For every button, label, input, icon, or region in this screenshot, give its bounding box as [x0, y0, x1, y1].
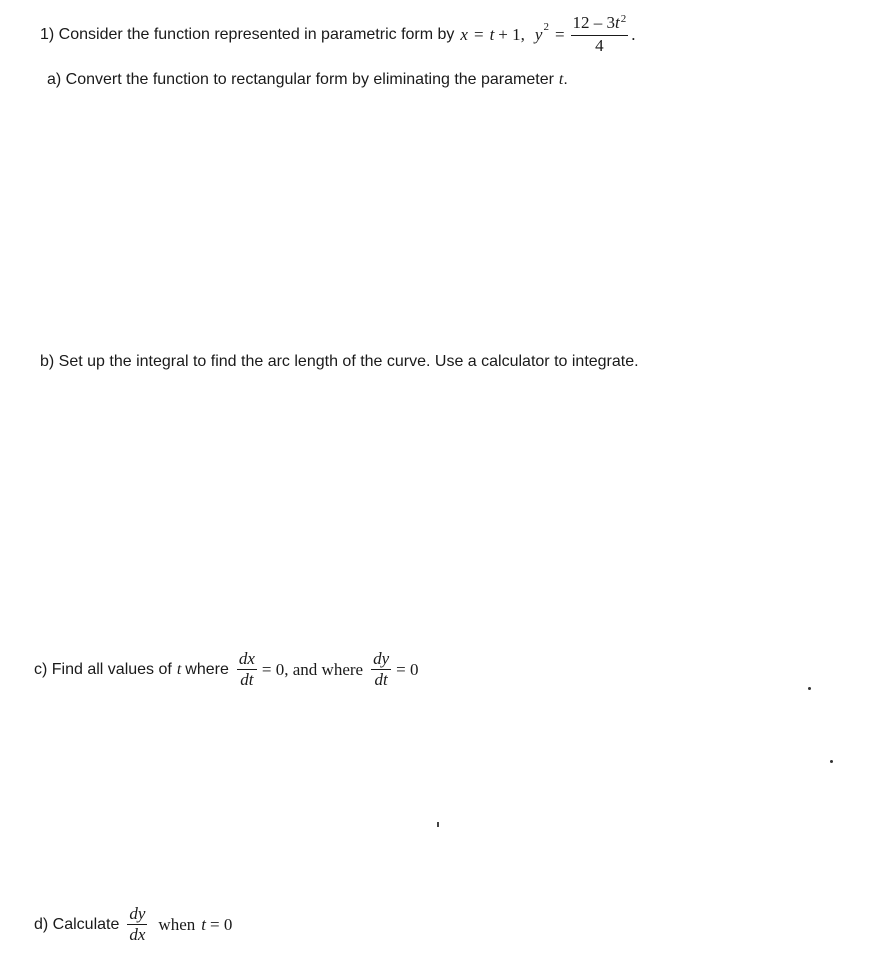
- part-d-cond-rest: = 0: [209, 914, 233, 934]
- eq-y-lhs: y: [534, 24, 543, 44]
- eq-equals-2: =: [554, 24, 565, 44]
- part-d-cond-var: t: [201, 914, 206, 934]
- part-d-prompt: [34, 905, 232, 944]
- part-b-text: b) Set up the integral to find the arc length of the curve. Use a calculator to integrate.: [40, 353, 639, 370]
- question-1-intro: 1) Consider the function represented in parametric form by: [40, 25, 455, 43]
- eq-fraction: [571, 14, 629, 55]
- part-d-frac-den: dx: [129, 925, 146, 944]
- eq-fraction-numerator: [571, 14, 629, 36]
- eq-equals-1: =: [473, 24, 484, 44]
- part-c-fraction-dxdt: [237, 650, 257, 689]
- eq-y-exponent: 2: [543, 20, 549, 33]
- part-c-frac1-num: dx: [238, 649, 255, 668]
- part-c-eq-1: = 0, and where: [261, 659, 364, 679]
- part-a-var: t: [558, 71, 564, 88]
- part-c-prefix: c) Find all values of: [34, 660, 172, 678]
- part-d-prefix: d) Calculate: [34, 915, 120, 933]
- part-a-end: .: [563, 71, 568, 88]
- part-a-prompt: [47, 70, 568, 90]
- part-d-frac-num: dy: [129, 904, 146, 923]
- scan-speck: [830, 760, 833, 763]
- eq-x-rhs-rest: + 1,: [498, 24, 525, 44]
- part-c-frac2-num: dy: [373, 649, 390, 668]
- part-c-where-1: where: [185, 660, 229, 678]
- eq-fraction-num-exp: 2: [620, 13, 627, 25]
- part-c-eq-2: = 0: [396, 659, 419, 679]
- scan-speck: [808, 687, 811, 690]
- question-1-stem: [40, 14, 636, 55]
- part-b-prompt: [40, 352, 639, 372]
- part-d-when: when: [158, 914, 196, 934]
- eq-fraction-num-t: t: [615, 13, 620, 32]
- part-c-prompt: [34, 650, 418, 689]
- part-d-fraction-dydx: [127, 905, 147, 944]
- scan-speck: [437, 822, 439, 827]
- part-c-frac2-den: dt: [374, 670, 388, 689]
- eq-x-lhs: x: [460, 24, 468, 44]
- eq-end-period: .: [631, 24, 636, 44]
- part-c-var: t: [176, 660, 182, 678]
- part-c-frac1-den: dt: [240, 670, 254, 689]
- eq-fraction-denominator: 4: [595, 36, 604, 55]
- part-a-text: a) Convert the function to rectangular form by eliminating the parameter: [47, 71, 554, 88]
- eq-x-rhs-t: t: [489, 24, 495, 44]
- part-c-fraction-dydt: [371, 650, 391, 689]
- eq-fraction-num-text: 12 – 3: [572, 13, 616, 32]
